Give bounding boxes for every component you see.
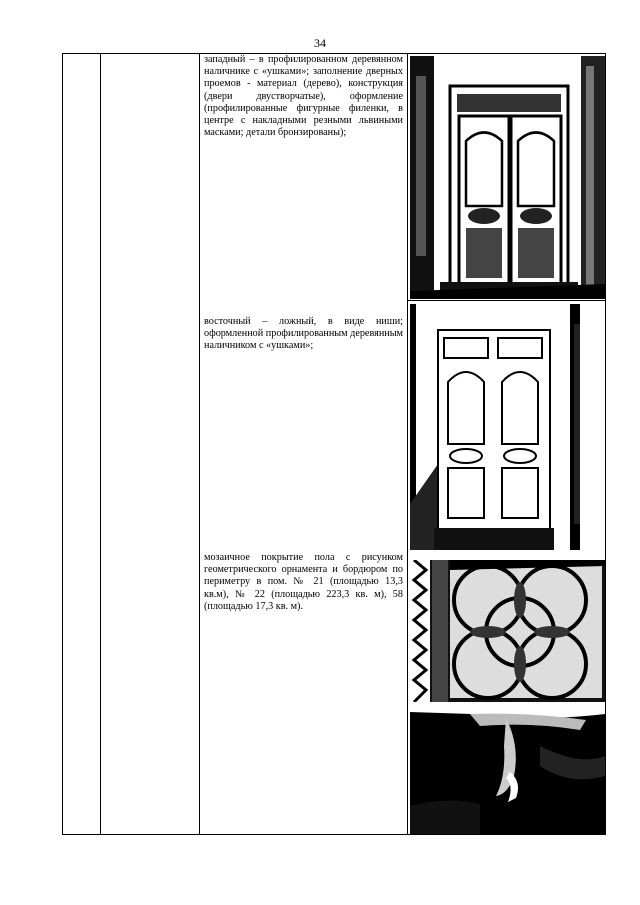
- row-text-mosaic-floor: мозаичное покрытие пола с рисунком геометрического орнамента и бордюром по периметру в пом. № 21 (площадью 13,3 кв.м), № 22 (площадью 223,3 кв. м), 58 (площадью 17,3 кв. м).: [204, 552, 403, 612]
- false-door-niche-photo: [410, 304, 605, 550]
- dark-interior-detail-photo: [410, 706, 605, 834]
- row-divider: [407, 300, 605, 301]
- page-number: 34: [314, 36, 326, 50]
- description-table: [62, 53, 606, 835]
- double-door-with-lion-masks-photo: [410, 56, 605, 299]
- mosaic-floor-photo: [410, 560, 605, 702]
- column-divider: [407, 54, 408, 834]
- column-divider: [100, 54, 101, 834]
- row-text-eastern-door: восточный – ложный, в виде ниши; оформленной профилированным деревянным наличником с «ушками»;: [204, 316, 404, 352]
- row-text-western-door: западный – в профилированном деревянном наличнике с «ушками»; заполнение дверных проемов - материал (дерево), конструкция (двери двустворчатые), оформление (профилированные фигурные филенки, в центре с накладными резными львиными масками; детали бронзированы);: [204, 54, 403, 139]
- column-divider: [199, 54, 200, 834]
